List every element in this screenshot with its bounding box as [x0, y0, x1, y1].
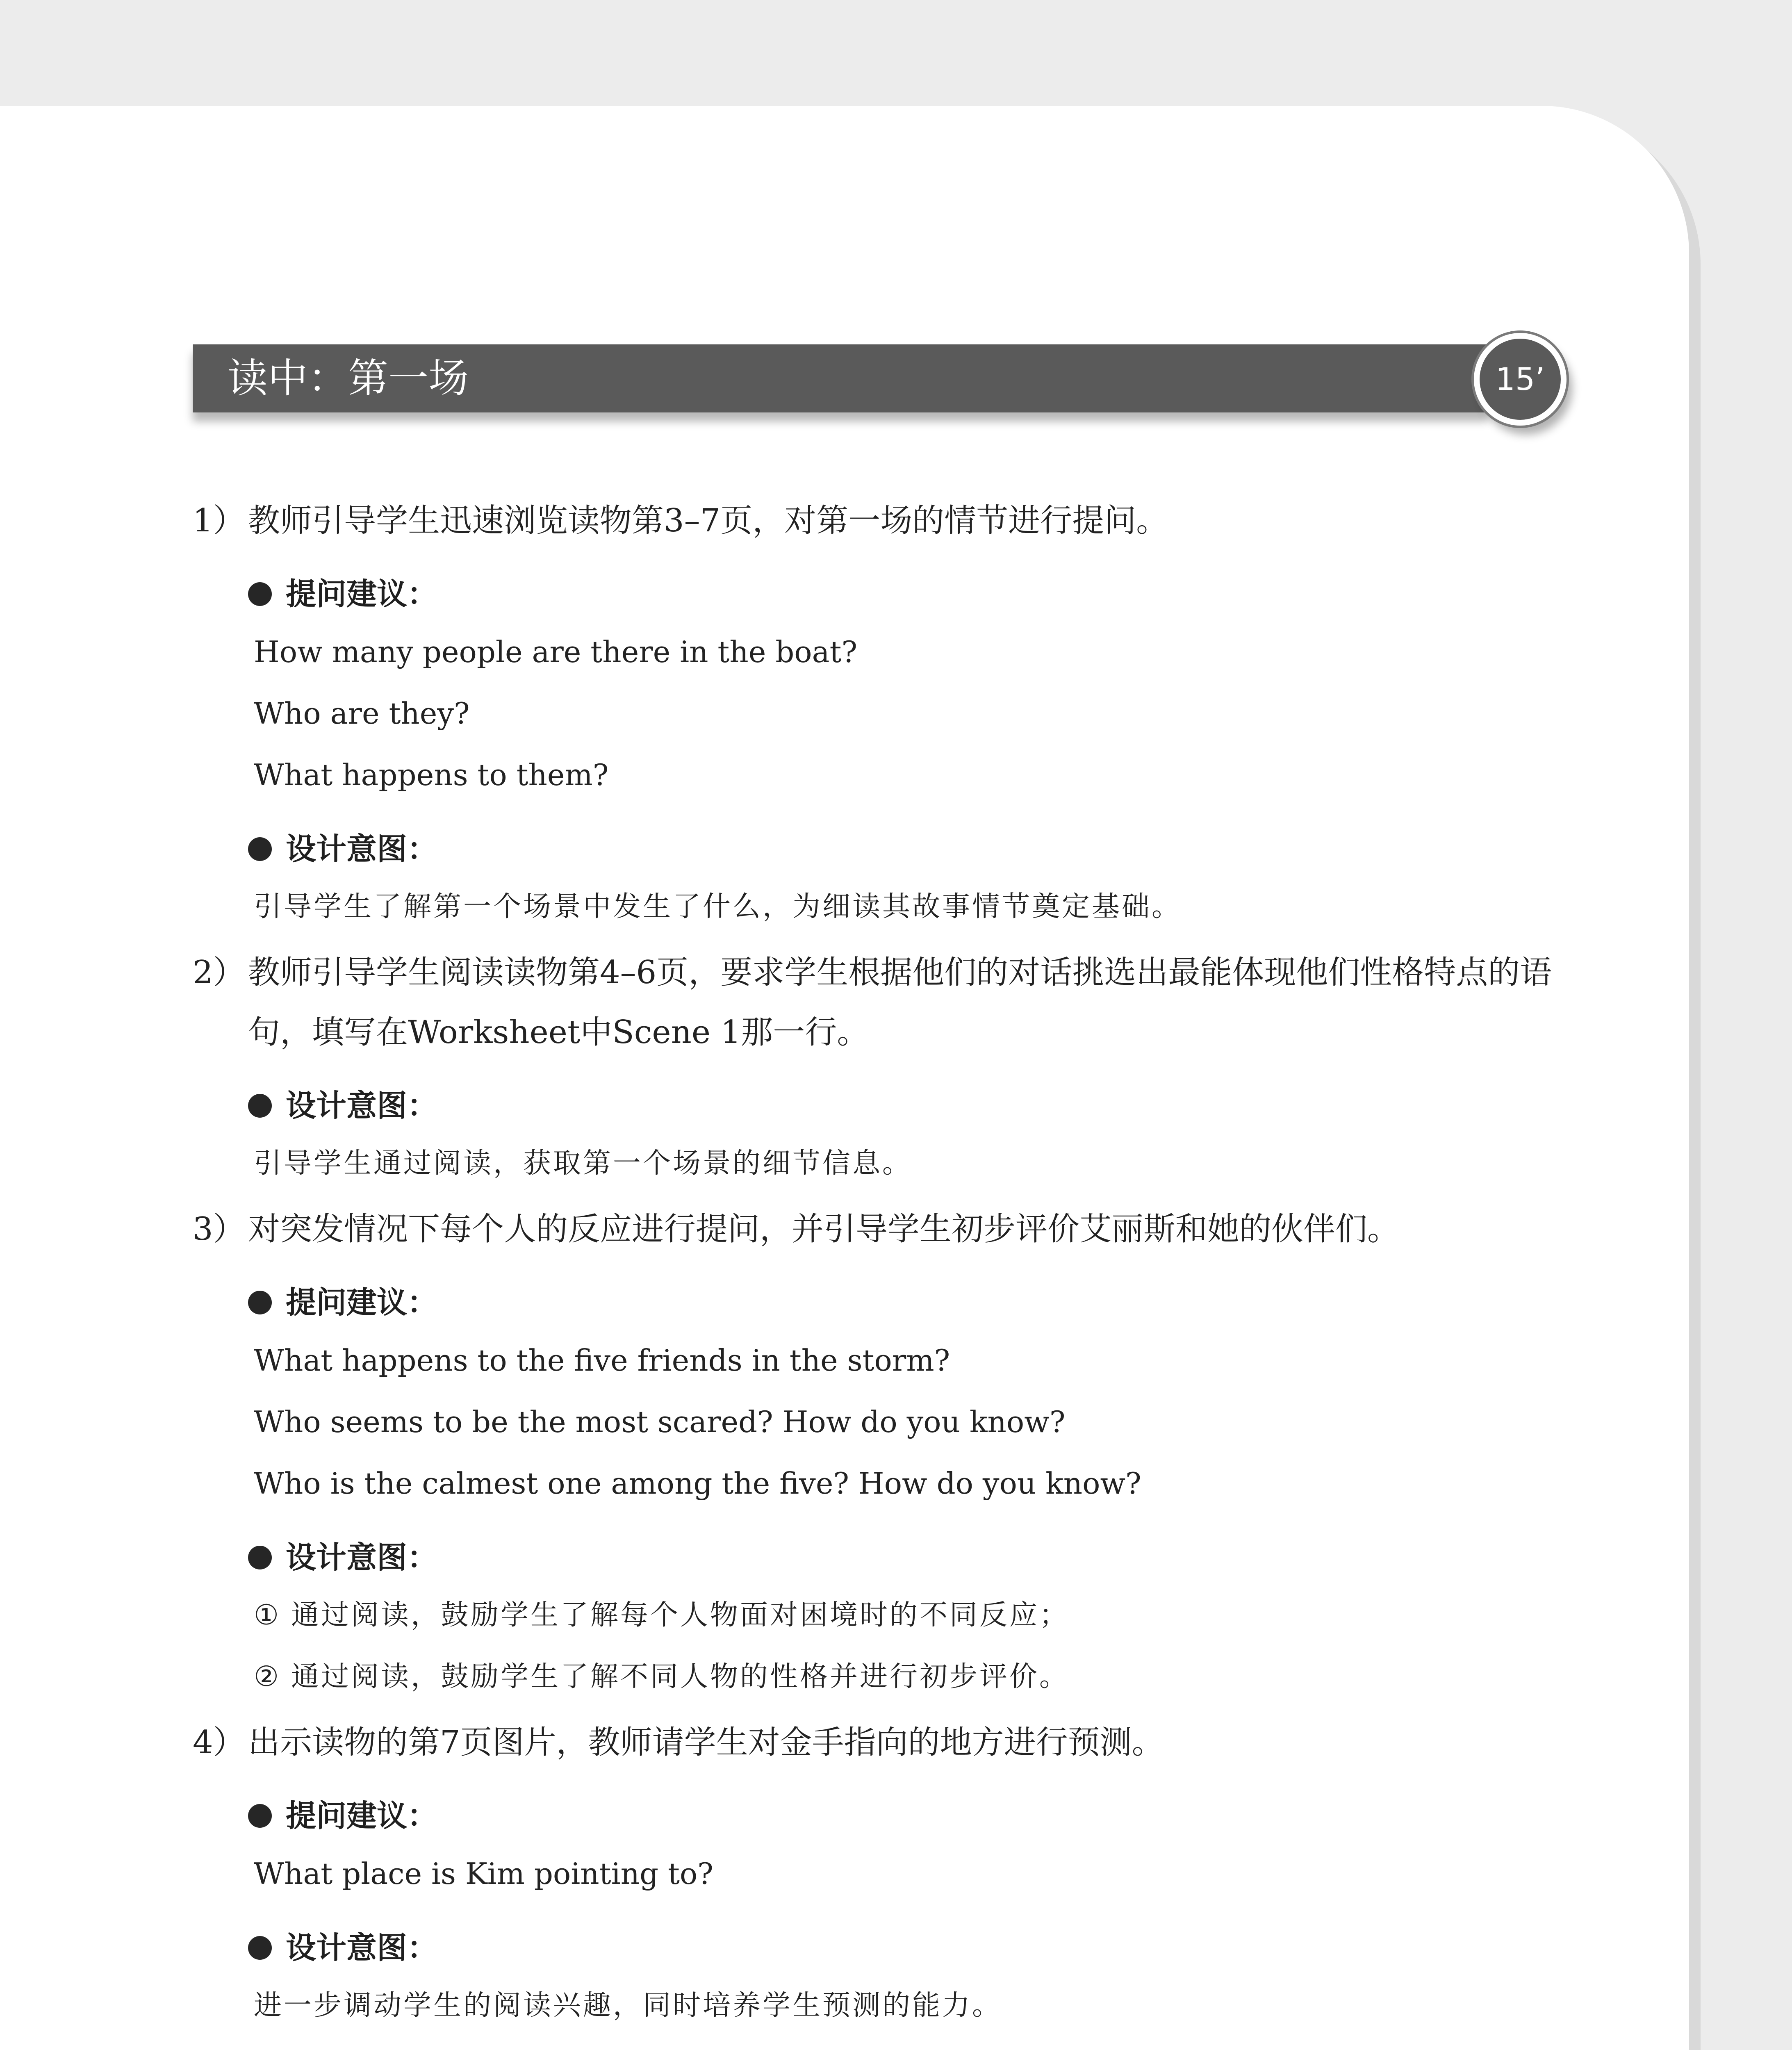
question-line: Who are they? [254, 696, 470, 731]
question-line: Who seems to be the most scared? How do you know? [254, 1405, 1066, 1439]
lesson-steps [193, 486, 1607, 2050]
bullet-icon [248, 837, 272, 861]
step-text: 出示读物的第7页图片，教师请学生对金手指向的地方进行预测。 [248, 1724, 1164, 1761]
intent-list-item [254, 1585, 1607, 1646]
design-intent [248, 1079, 1607, 1194]
step-number: 2） [193, 954, 245, 991]
step-number [193, 2041, 245, 2050]
intent-list-item [254, 1646, 1607, 1708]
question-line: What place is Kim pointing to? [254, 1856, 713, 1891]
step-3 [193, 1199, 1607, 1259]
circled-number: ② [254, 1660, 279, 1693]
bullet-icon [248, 1936, 272, 1960]
step-4 [193, 1713, 1607, 1772]
intent-heading: 设计意图： [286, 1540, 437, 1575]
intent-heading: 设计意图： [286, 1088, 437, 1123]
step-number: 3） [193, 1211, 245, 1248]
intent-line: 引导学生了解第一个场景中发生了什么，为细读其故事情节奠定基础。 [254, 891, 1182, 923]
step-5 [193, 2041, 1607, 2050]
intent-heading: 设计意图： [286, 831, 437, 867]
question-suggestions [248, 1276, 1607, 1514]
intent-line: 通过阅读，鼓励学生了解每个人物面对困境时的不同反应； [291, 1599, 1069, 1631]
intent-line: 引导学生通过阅读，获取第一个场景的细节信息。 [254, 1147, 913, 1180]
intent-line: 进一步调动学生的阅读兴趣，同时培养学生预测的能力。 [254, 1989, 1002, 2022]
step-text: 教师引导学生阅读读物第4–6页，要求学生根据他们的对话挑选出最能体现他们性格特点的语句，填写在Worksheet中Scene 1那一行。 [248, 954, 1552, 1051]
bullet-icon [248, 582, 272, 606]
step-number: 1） [193, 502, 245, 539]
question-suggestions [248, 1789, 1607, 1904]
question-line: How many people are there in the boat? [254, 635, 858, 669]
design-intent [248, 1921, 1607, 2036]
bullet-icon [248, 1291, 272, 1314]
circled-number: ① [254, 1599, 279, 1631]
section-title: 读中：第一场 [228, 355, 469, 402]
intent-heading: 设计意图： [286, 1930, 437, 1966]
question-line: What happens to the five friends in the storm? [254, 1343, 950, 1378]
bullet-icon [248, 1546, 272, 1569]
step-text: 对突发情况下每个人的反应进行提问，并引导学生初步评价艾丽斯和她的伙伴们。 [248, 1211, 1400, 1248]
question-heading: 提问建议： [286, 576, 437, 612]
bullet-icon [248, 1804, 272, 1828]
question-line: Who is the calmest one among the five? How do you know? [254, 1466, 1141, 1501]
question-heading: 提问建议： [286, 1798, 437, 1834]
intent-line: 通过阅读，鼓励学生了解不同人物的性格并进行初步评价。 [291, 1660, 1069, 1693]
design-intent [248, 822, 1607, 938]
step-number: 4） [193, 1724, 245, 1761]
question-heading: 提问建议： [286, 1285, 437, 1320]
time-badge: 15’ [1474, 333, 1567, 426]
step-1 [193, 491, 1607, 551]
bullet-icon [248, 1094, 272, 1118]
design-intent [248, 1531, 1607, 1708]
question-suggestions [248, 567, 1607, 806]
question-line: What happens to them? [254, 758, 609, 792]
step-2 [193, 943, 1607, 1062]
step-text: 教师引导学生迅速浏览读物第3–7页，对第一场的情节进行提问。 [248, 502, 1168, 539]
